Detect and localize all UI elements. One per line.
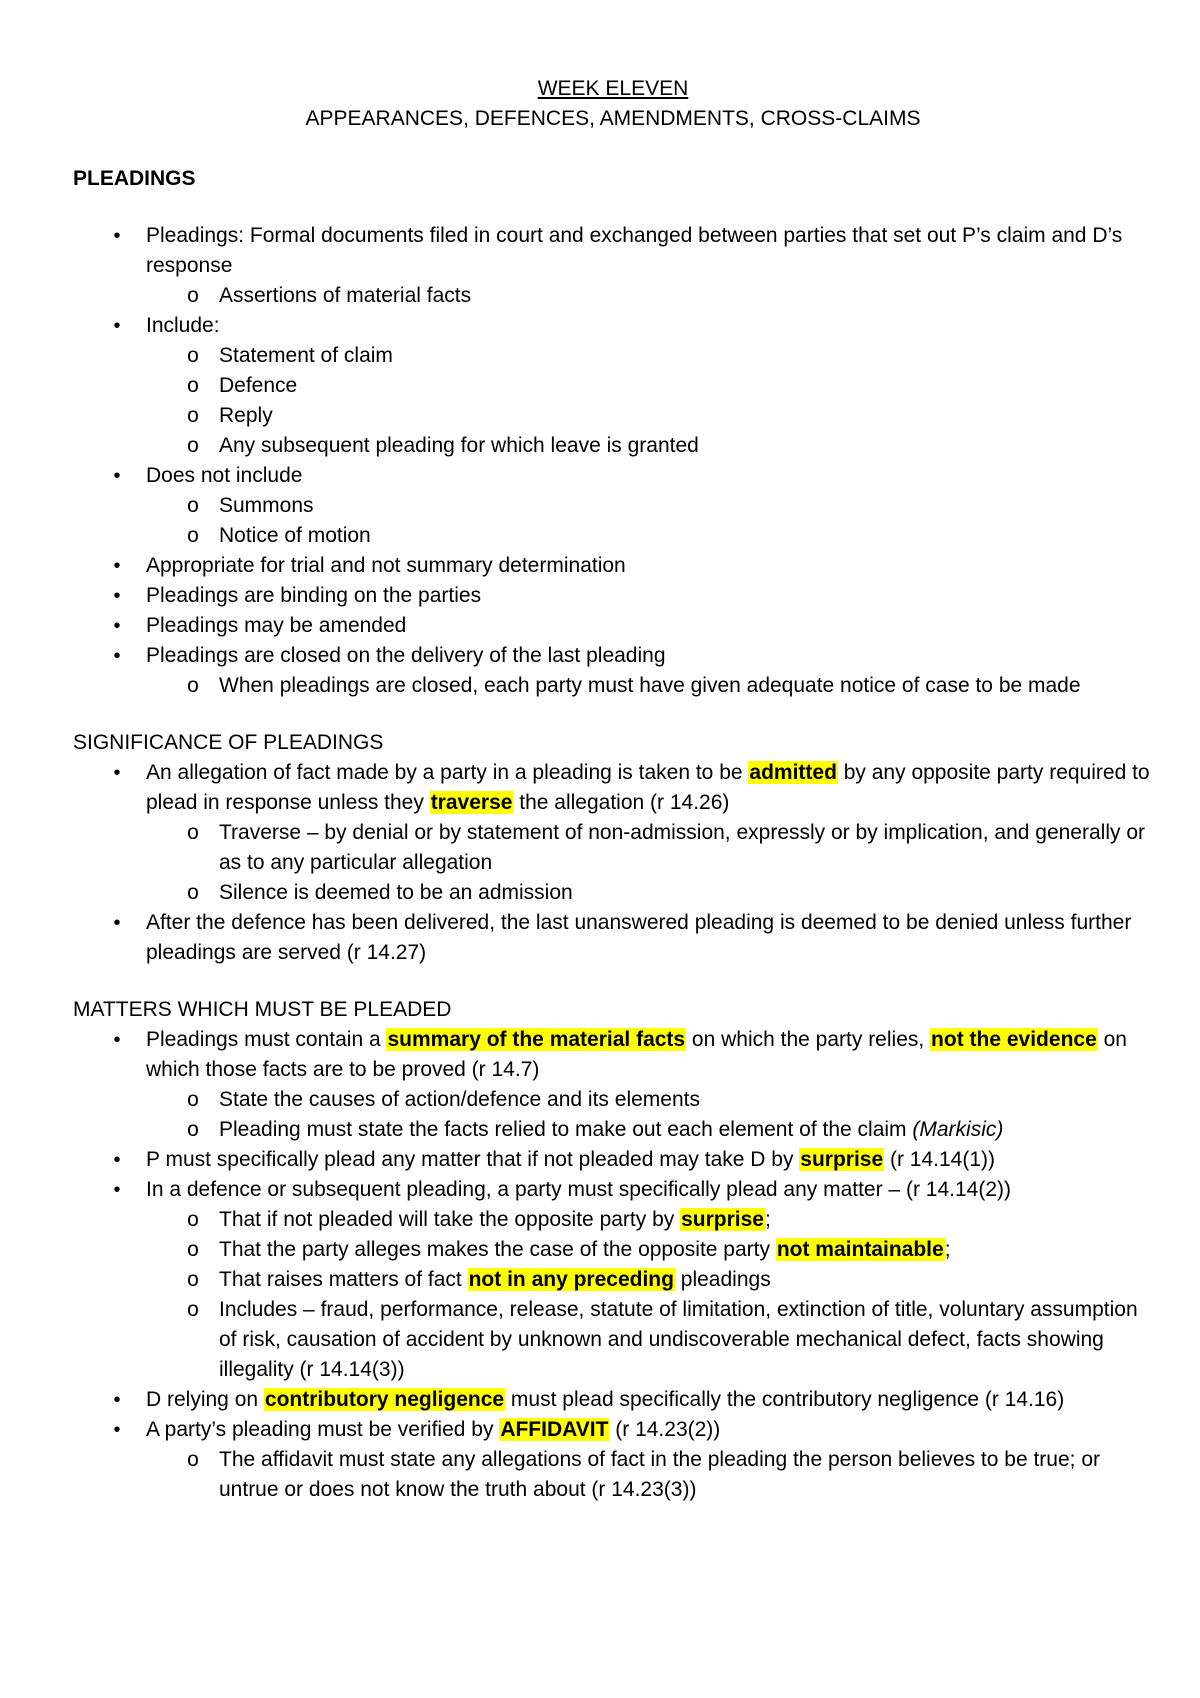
- sub-list-item: [73, 671, 1153, 701]
- list-item-text: State the causes of action/defence and its elements: [219, 1088, 700, 1111]
- list-item: [73, 551, 1153, 581]
- list-item: [73, 461, 1153, 491]
- sub-bullet-icon: o: [187, 881, 199, 904]
- text-run: That raises matters of fact: [219, 1268, 468, 1291]
- sub-list-item: [73, 1295, 1153, 1385]
- list-item-text: Does not include: [146, 464, 303, 487]
- text-run: Pleadings must contain a: [146, 1028, 387, 1051]
- sub-list-item: [73, 1235, 1153, 1265]
- list-item: [73, 1145, 1153, 1175]
- list-item-text: Reply: [219, 404, 273, 427]
- list-item-text: [219, 1118, 1003, 1141]
- sub-list-item: [73, 431, 1153, 461]
- sub-list-item: [73, 878, 1153, 908]
- list-item-text: [146, 1028, 1127, 1081]
- list-item-text: Includes – fraud, performance, release, statute of limitation, extinction of title, voluntary assumption of risk, causation of accident by unknown and undiscoverable mechanical defect, facts showing illegality (r 14.14(3)): [219, 1298, 1138, 1381]
- sub-bullet-icon: o: [187, 404, 199, 427]
- sub-list-item: [73, 1115, 1153, 1145]
- bullet-icon: •: [113, 645, 121, 667]
- text-run: A party’s pleading must be verified by: [146, 1418, 500, 1441]
- text-run: P must specifically plead any matter that if not pleaded may take D by: [146, 1148, 800, 1171]
- text-run: must plead specifically the contributory negligence (r 14.16): [505, 1388, 1065, 1411]
- highlight: not in any preceding: [468, 1268, 674, 1291]
- list-item-text: Summons: [219, 494, 314, 517]
- bullet-icon: •: [113, 585, 121, 607]
- text-run: (r 14.14(1)): [884, 1148, 996, 1171]
- bullet-icon: •: [113, 465, 121, 487]
- list-item-text: Appropriate for trial and not summary determination: [146, 554, 626, 577]
- sub-bullet-icon: o: [187, 1088, 199, 1111]
- highlight: not maintainable: [776, 1238, 944, 1261]
- list-item-text: [219, 1208, 771, 1231]
- list-item-text: [146, 1148, 995, 1171]
- list-item-text: Notice of motion: [219, 524, 371, 547]
- list-item: [73, 758, 1153, 818]
- list-item: [73, 1025, 1153, 1085]
- list-item-text: [146, 761, 1150, 814]
- sub-list-item: [73, 521, 1153, 551]
- list-item-text: When pleadings are closed, each party must have given adequate notice of case to be made: [219, 674, 1081, 697]
- highlight: admitted: [749, 761, 837, 784]
- sub-list-item: [73, 341, 1153, 371]
- sub-list-item: [73, 1265, 1153, 1295]
- sub-bullet-icon: o: [187, 1238, 199, 1261]
- text-run: That if not pleaded will take the opposite party by: [219, 1208, 681, 1231]
- bullet-icon: •: [113, 615, 121, 637]
- list-item-text: Any subsequent pleading for which leave is granted: [219, 434, 699, 457]
- sub-bullet-icon: o: [187, 1448, 199, 1471]
- highlight: traverse: [430, 791, 513, 814]
- sub-bullet-icon: o: [187, 821, 199, 844]
- list-item: [73, 581, 1153, 611]
- sub-bullet-icon: o: [187, 344, 199, 367]
- document-body: [73, 74, 1153, 1505]
- section-heading-significance: SIGNIFICANCE OF PLEADINGS: [73, 731, 384, 754]
- list-item: [73, 908, 1153, 968]
- highlight: AFFIDAVIT: [500, 1418, 609, 1441]
- sub-list-item: [73, 491, 1153, 521]
- text-run: That the party alleges makes the case of the opposite party: [219, 1238, 776, 1261]
- list-item: [73, 221, 1153, 281]
- sub-list-item: [73, 281, 1153, 311]
- sub-bullet-icon: o: [187, 494, 199, 517]
- list-item-text: In a defence or subsequent pleading, a party must specifically plead any matter – (r 14.14(2)): [146, 1178, 1011, 1201]
- list-item-text: After the defence has been delivered, the last unanswered pleading is deemed to be denied unless further pleadings are served (r 14.27): [146, 911, 1132, 964]
- bullet-icon: •: [113, 1389, 121, 1411]
- sub-list-item: [73, 1445, 1153, 1505]
- bullet-icon: •: [113, 315, 121, 337]
- sub-list-item: [73, 1085, 1153, 1115]
- list-item-text: Pleadings: Formal documents filed in court and exchanged between parties that set out P’s claim and D’s response: [146, 224, 1123, 277]
- list-item: [73, 641, 1153, 671]
- list-item-text: Silence is deemed to be an admission: [219, 881, 573, 904]
- list-item-text: [146, 1418, 720, 1441]
- highlight: surprise: [800, 1148, 884, 1171]
- bullet-icon: •: [113, 1419, 121, 1441]
- sub-list-item: [73, 401, 1153, 431]
- list-item-text: [219, 1238, 951, 1261]
- text-run: D relying on: [146, 1388, 264, 1411]
- list-item: [73, 311, 1153, 341]
- bullet-icon: •: [113, 1029, 121, 1051]
- sub-bullet-icon: o: [187, 374, 199, 397]
- bullet-icon: •: [113, 1179, 121, 1201]
- section-heading-matters: MATTERS WHICH MUST BE PLEADED: [73, 998, 452, 1021]
- text-run: (r 14.23(2)): [609, 1418, 721, 1441]
- highlight: not the evidence: [931, 1028, 1097, 1051]
- highlight: surprise: [681, 1208, 764, 1231]
- document-subtitle: APPEARANCES, DEFENCES, AMENDMENTS, CROSS-CLAIMS: [305, 107, 921, 130]
- text-run: on which those facts are to be proved (r 14.7): [146, 1028, 1127, 1081]
- highlight: contributory negligence: [264, 1388, 505, 1411]
- list-item-text: Include:: [146, 314, 220, 337]
- sub-bullet-icon: o: [187, 1118, 199, 1141]
- sub-bullet-icon: o: [187, 524, 199, 547]
- list-item-text: Defence: [219, 374, 298, 397]
- list-item-text: Pleadings are closed on the delivery of the last pleading: [146, 644, 666, 667]
- sub-bullet-icon: o: [187, 1298, 199, 1321]
- list-item: [73, 1175, 1153, 1205]
- sub-bullet-icon: o: [187, 674, 199, 697]
- text-run: ;: [944, 1238, 951, 1261]
- list-item-text: Pleadings may be amended: [146, 614, 407, 637]
- text-run: Pleading must state the facts relied to make out each element of the claim: [219, 1118, 913, 1141]
- list-item-text: Statement of claim: [219, 344, 393, 367]
- sub-list-item: [73, 818, 1153, 878]
- text-run: by any opposite party required to plead in response unless they: [146, 761, 1150, 814]
- document-title: WEEK ELEVEN: [537, 77, 689, 100]
- text-run: on which the party relies,: [686, 1028, 931, 1051]
- list-item-text: Traverse – by denial or by statement of non-admission, expressly or by implication, and generally or as to any particular allegation: [219, 821, 1145, 874]
- bullet-icon: •: [113, 225, 121, 247]
- sub-bullet-icon: o: [187, 434, 199, 457]
- list-item-text: Assertions of material facts: [219, 284, 472, 307]
- text-run: An allegation of fact made by a party in a pleading is taken to be: [146, 761, 749, 784]
- sub-bullet-icon: o: [187, 284, 199, 307]
- text-run: the allegation (r 14.26): [513, 791, 730, 814]
- list-item: [73, 1415, 1153, 1445]
- bullet-icon: •: [113, 555, 121, 577]
- list-item-text: [219, 1268, 771, 1291]
- list-item-text: The affidavit must state any allegations of fact in the pleading the person believes to be true; or untrue or does not know the truth about (r 14.23(3)): [219, 1448, 1100, 1501]
- sub-list-item: [73, 1205, 1153, 1235]
- bullet-icon: •: [113, 912, 121, 934]
- section-heading-pleadings: PLEADINGS: [73, 167, 196, 190]
- bullet-icon: •: [113, 1149, 121, 1171]
- list-item: [73, 611, 1153, 641]
- text-run: pleadings: [674, 1268, 771, 1291]
- sub-bullet-icon: o: [187, 1268, 199, 1291]
- list-item-text: [146, 1388, 1064, 1411]
- list-item: [73, 1385, 1153, 1415]
- list-item-text: Pleadings are binding on the parties: [146, 584, 482, 607]
- bullet-icon: •: [113, 762, 121, 784]
- sub-list-item: [73, 371, 1153, 401]
- case-citation: (Markisic): [912, 1118, 1004, 1141]
- sub-bullet-icon: o: [187, 1208, 199, 1231]
- text-run: ;: [764, 1208, 771, 1231]
- highlight: summary of the material facts: [387, 1028, 686, 1051]
